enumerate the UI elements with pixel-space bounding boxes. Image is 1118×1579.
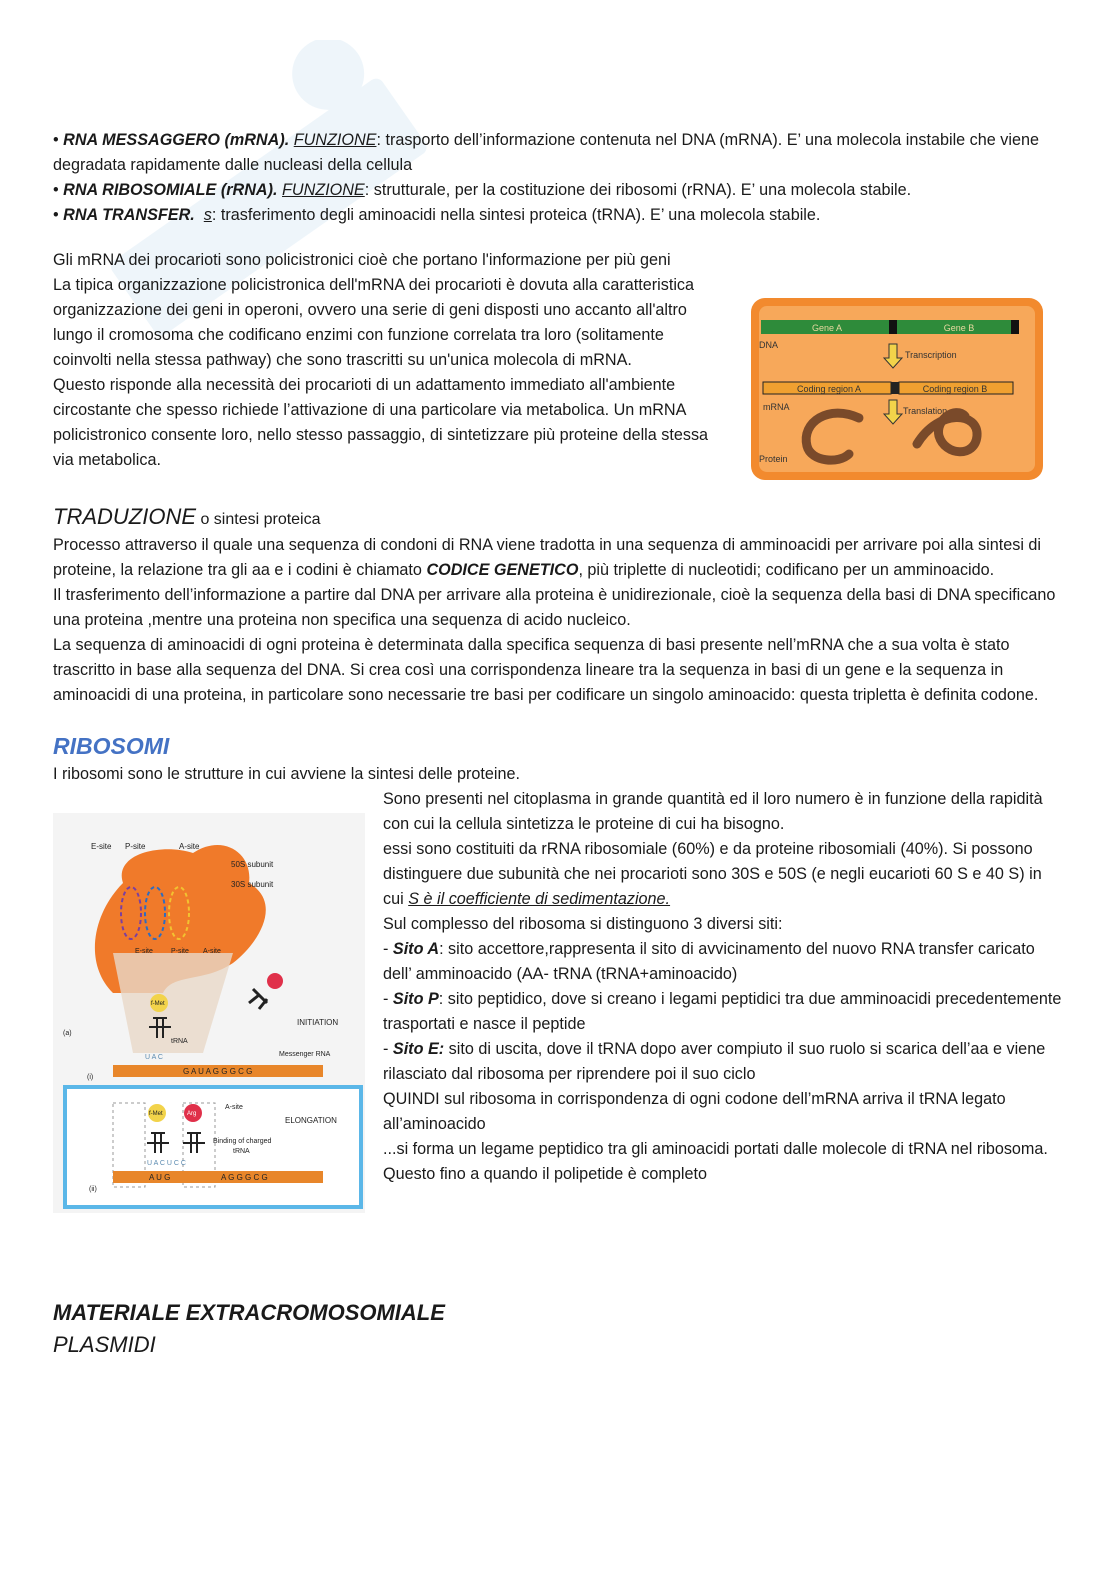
svg-text:(ii): (ii) <box>89 1186 97 1193</box>
ribosome-figure <box>53 813 365 1213</box>
dna-label: DNA <box>759 340 779 350</box>
subheading-plasmidi: PLASMIDI <box>53 1332 156 1357</box>
section-heading-traduzione: TRADUZIONE o sintesi proteica <box>53 504 321 529</box>
svg-text:f-Met: f-Met <box>149 1111 163 1117</box>
paragraph: La sequenza di aminoacidi di ogni proteina è determinata dalla specifica sequenza di basi presente nell’mRNA che a sua volta è stato trascritto in base alla sequenza del DNA. Si crea così una corrispondenza lineare tra la sequenza in basi di un gene e la sequenza in aminoacidi di una proteina, in particolare sono necessarie tre basi per codificare un singolo aminoacido: questa tripletta è definita codone. <box>53 636 1039 704</box>
translation-label: Translation <box>903 406 948 416</box>
paragraph: Processo attraverso il quale una sequenza di condoni di RNA viene tradotta in una sequenza di amminoacidi per arrivare poi alla sintesi di proteine, la relazione tra gli aa e i codini è chiamato CODICE GENETICO, più triplette di nucleotidi; codificano per un amminoacido. <box>53 536 1042 579</box>
rna-types-list <box>53 128 1063 228</box>
gene-b-label: Gene B <box>943 323 975 333</box>
paragraph: essi sono costituiti da rRNA ribosomiale (60%) e da proteine ribosomiali (40%). Si possono distinguere due subunità che nei procarioti sono 30S e 50S (e negli eucarioti 60 S e 40 S) in cui S è il coefficiente di sedimentazione. <box>383 840 1042 908</box>
svg-text:tRNA: tRNA <box>233 1148 250 1155</box>
svg-text:f-Met: f-Met <box>151 1001 165 1007</box>
paragraph: Questo risponde alla necessità dei procarioti di un adattamento immediato all'ambiente circostante che spesso richiede l’attivazione di una particolare via metabolica. Un mRNA policistronico consente loro, nello stesso passaggio, di sintetizzare più proteine della stessa via metabolica. <box>53 376 709 469</box>
coding-b-label: Coding region B <box>922 384 988 394</box>
elongation-label: ELONGATION <box>285 1116 337 1125</box>
svg-text:G A U A G G G C G: G A U A G G G C G <box>183 1067 253 1076</box>
section-heading-materiale: MATERIALE EXTRACROMOSOMIALE <box>53 1300 445 1325</box>
paragraph: I ribosomi sono le strutture in cui avviene la sintesi delle proteine. <box>53 765 520 783</box>
paragraph: Sul complesso del ribosoma si distinguono 3 diversi siti: <box>383 915 783 933</box>
svg-text:tRNA: tRNA <box>171 1038 188 1045</box>
svg-text:U A C U C C: U A C U C C <box>147 1160 186 1167</box>
svg-text:A-site: A-site <box>203 948 221 955</box>
svg-text:A-site: A-site <box>225 1104 243 1111</box>
list-item: • RNA MESSAGGERO (mRNA). FUNZIONE: trasporto dell’informazione contenuta nel DNA (mRNA). E’ una molecola instabile che viene degradata rapidamente dalle nucleasi della cellula <box>53 131 1039 174</box>
svg-text:Arg: Arg <box>187 1111 197 1117</box>
list-item: - Sito A: sito accettore,rappresenta il sito di avvicinamento del nuovo RNA transfer caricato dell’ amminoacido (AA- tRNA (tRNA+aminoacido) <box>383 940 1035 983</box>
svg-text:(a): (a) <box>63 1030 72 1037</box>
paragraph: ...si forma un legame peptidico tra gli aminoacidi portati dalle molecole di tRNA nel ribosoma. Questo fino a quando il polipetide è completo <box>383 1140 1048 1183</box>
section-heading-ribosomi: RIBOSOMI <box>53 733 170 759</box>
paragraph: Sono presenti nel citoplasma in grande quantità ed il loro numero è in funzione della rapidità con cui la cellula sintetizza le proteine di cui ha bisogno. <box>383 790 1043 833</box>
p-site-label: P-site <box>125 842 146 851</box>
50s-label: 50S subunit <box>231 860 274 869</box>
coding-a-label: Coding region A <box>796 384 862 394</box>
list-item: - Sito P: sito peptidico, dove si creano i legami peptidici tra due amminoacidi precedentemente trasportati e nasce il peptide <box>383 990 1062 1033</box>
svg-text:U A C: U A C <box>145 1054 163 1061</box>
30s-label: 30S subunit <box>231 880 274 889</box>
paragraph: Il trasferimento dell’informazione a partire dal DNA per arrivare alla proteina è unidirezionale, cioè la sequenza della basi di DNA specificano una proteina ,mentre una proteina non specifica una sequenza di acido nucleico. <box>53 586 1056 629</box>
initiation-label: INITIATION <box>297 1018 339 1027</box>
svg-text:E-site: E-site <box>135 948 153 955</box>
svg-text:P-site: P-site <box>171 948 189 955</box>
elongation-frame <box>65 1087 361 1207</box>
protein-label: Protein <box>759 454 788 464</box>
transcription-label: Transcription <box>905 350 957 360</box>
ribosomi-section <box>53 787 1063 1213</box>
procarioti-section <box>53 248 1063 482</box>
amino-acid-icon <box>267 973 283 989</box>
messenger-rna-label: Messenger RNA <box>279 1051 331 1058</box>
e-site-label: E-site <box>91 842 112 851</box>
list-item: • RNA TRANSFER. s: trasferimento degli aminoacidi nella sintesi proteica (tRNA). E’ una molecola stabile. <box>53 206 821 224</box>
paragraph: La tipica organizzazione policistronica dell'mRNA dei procarioti è dovuta alla caratteristica organizzazione dei geni in operoni, ovvero una serie di geni disposti uno accanto all'altro lungo il cromosoma che codificano enzimi con funzione correlata tra loro (solitamente coinvolti nella stessa pathway) che sono trascritti su un'unica molecola di mRNA. <box>53 276 695 369</box>
polycistronic-figure <box>749 296 1045 482</box>
a-site-label: A-site <box>179 842 200 851</box>
gene-a-label: Gene A <box>811 323 843 333</box>
document-page <box>53 128 1063 1361</box>
svg-text:A U G: A U G <box>149 1173 171 1182</box>
svg-text:A G G G C G: A G G G C G <box>221 1173 268 1182</box>
list-item: - Sito E: sito di uscita, dove il tRNA dopo aver compiuto il suo ruolo si scarica dell’aa e viene rilasciato dal ribosoma per riprendere poi il suo ciclo <box>383 1040 1046 1083</box>
list-item: • RNA RIBOSOMIALE (rRNA). FUNZIONE: strutturale, per la costituzione dei ribosomi (rRNA). E’ una molecola stabile. <box>53 181 912 199</box>
svg-text:(i): (i) <box>87 1074 94 1081</box>
paragraph: QUINDI sul ribosoma in corrispondenza di ogni codone dell’mRNA arriva il tRNA legato all’aminoacido <box>383 1090 1006 1133</box>
paragraph: Gli mRNA dei procarioti sono policistronici cioè che portano l'informazione per più geni <box>53 251 671 269</box>
svg-text:Binding of charged: Binding of charged <box>213 1138 272 1145</box>
mrna-label: mRNA <box>763 402 790 412</box>
